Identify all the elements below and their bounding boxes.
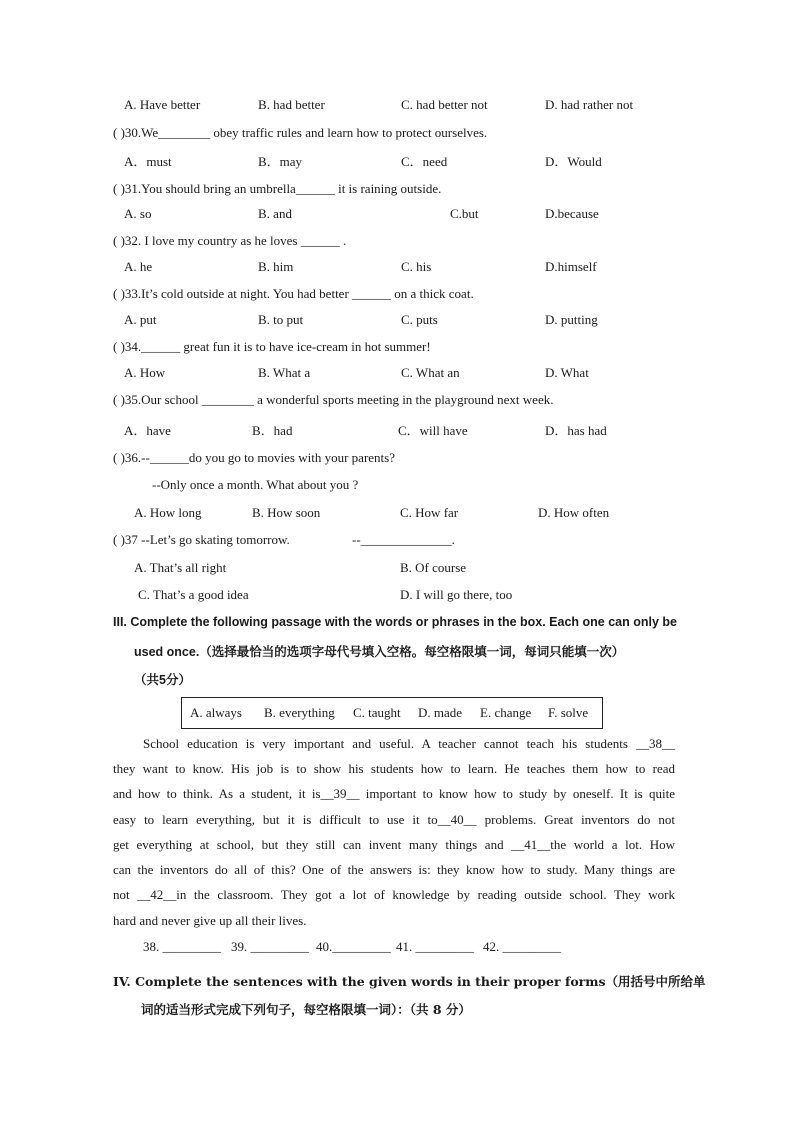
passage-line: hard and never give up all their lives.: [113, 913, 307, 928]
q35-option-d: D．has had: [545, 423, 607, 438]
q33-option-d: D. putting: [545, 312, 598, 327]
q31-stem: ( )31.You should bring an umbrella______ it is raining outside.: [113, 181, 442, 196]
answer-blank-42[interactable]: 42. _________: [483, 939, 561, 954]
q37-option-c: C. That’s a good idea: [138, 587, 249, 602]
q34-stem: ( )34.______ great fun it is to have ice-cream in hot summer!: [113, 339, 431, 354]
q36-option-a: A. How long: [134, 505, 202, 520]
q30-option-a: A．must: [124, 154, 172, 169]
q36-option-b: B. How soon: [252, 505, 321, 520]
passage-line: and how to think. As a student, it is__39__ important to know how to study by oneself. It is quite: [113, 786, 675, 801]
q33-option-c: C. puts: [401, 312, 438, 327]
q36-option-d: D. How often: [538, 505, 610, 520]
section3-heading-cont: used once.（选择最恰当的选项字母代号填入空格。每空格限填一词，每词只能填一次）: [134, 645, 625, 659]
answer-blank-38[interactable]: 38. _________: [143, 939, 221, 954]
q36-option-c: C. How far: [400, 505, 459, 520]
answer-blank-39[interactable]: 39. _________: [231, 939, 309, 954]
q31-option-b: B. and: [258, 206, 292, 221]
q30-stem: ( )30.We________ obey traffic rules and learn how to protect ourselves.: [113, 125, 488, 140]
q32-option-c: C. his: [401, 259, 432, 274]
section3-points: （共5分）: [134, 673, 191, 687]
word-box-item: E. change: [480, 705, 532, 720]
q32-option-d: D.himself: [545, 259, 597, 274]
q36-stem: ( )36.--______do you go to movies with your parents?: [113, 450, 395, 465]
answer-blank-40[interactable]: 40._________: [316, 939, 391, 954]
q37-option-b: B. Of course: [400, 560, 467, 575]
q29-option-a: A. Have better: [124, 97, 201, 112]
q35-option-a: A．have: [124, 423, 171, 438]
q34-option-b: B. What a: [258, 365, 311, 380]
word-box-item: D. made: [418, 705, 463, 720]
word-box-item: F. solve: [548, 705, 589, 720]
answer-blank-41[interactable]: 41. _________: [396, 939, 474, 954]
passage-line: they want to know. His job is to show his students how to learn. He teaches them how to read: [113, 761, 675, 776]
q33-stem: ( )33.It’s cold outside at night. You had better ______ on a thick coat.: [113, 286, 474, 301]
q32-stem: ( )32. I love my country as he loves ______ .: [113, 233, 347, 248]
q34-option-d: D. What: [545, 365, 589, 380]
q32-option-a: A. he: [124, 259, 153, 274]
q35-stem: ( )35.Our school ________ a wonderful sports meeting in the playground next week.: [113, 392, 554, 407]
q31-option-a: A. so: [124, 206, 152, 221]
q30-option-d: D．Would: [545, 154, 602, 169]
q30-option-b: B．may: [258, 154, 303, 169]
word-box-item: C. taught: [353, 705, 401, 720]
passage-line: easy to learn everything, but it is difficult to use it to__40__ problems. Great inventors do not: [113, 812, 675, 827]
q29-option-d: D. had rather not: [545, 97, 634, 112]
q29-option-b: B. had better: [258, 97, 325, 112]
q34-option-c: C. What an: [401, 365, 460, 380]
q31-option-d: D.because: [545, 206, 599, 221]
q37-option-d: D. I will go there, too: [400, 587, 513, 602]
section4-heading: IV. Complete the sentences with the given words in their proper forms（用括号中所给单: [113, 974, 706, 989]
q33-option-a: A. put: [124, 312, 157, 327]
passage-line: can the inventors do all of this? One of the answers is: they know how to study. Many things are: [113, 862, 675, 877]
passage-line: get everything at school, but they still can invent many things and __41__the world a lot. How: [113, 837, 675, 852]
q29-option-c: C. had better not: [401, 97, 488, 112]
q35-option-c: C．will have: [398, 423, 468, 438]
q34-option-a: A. How: [124, 365, 166, 380]
section3-heading: III. Complete the following passage with the words or phrases in the box. Each one can only be: [113, 615, 677, 629]
q33-option-b: B. to put: [258, 312, 304, 327]
passage-line: not __42__in the classroom. They got a lot of knowledge by reading outside school. They work: [113, 887, 675, 902]
word-box: [181, 697, 603, 729]
q37-option-a: A. That’s all right: [134, 560, 227, 575]
word-box-item: A. always: [190, 705, 242, 720]
q31-option-c: C.but: [450, 206, 479, 221]
q30-option-c: C．need: [401, 154, 448, 169]
q37-blank: --______________.: [352, 532, 455, 547]
section4-heading-cont: 词的适当形式完成下列句子，每空格限填一词）：（共 8 分）: [141, 1002, 471, 1017]
q36-reply: --Only once a month. What about you ?: [152, 477, 359, 492]
q35-option-b: B．had: [252, 423, 293, 438]
q32-option-b: B. him: [258, 259, 294, 274]
passage-line: School education is very important and useful. A teacher cannot teach his students __38__: [143, 736, 675, 751]
word-box-item: B. everything: [264, 705, 335, 720]
q37-stem: ( )37 --Let’s go skating tomorrow.: [113, 532, 290, 547]
